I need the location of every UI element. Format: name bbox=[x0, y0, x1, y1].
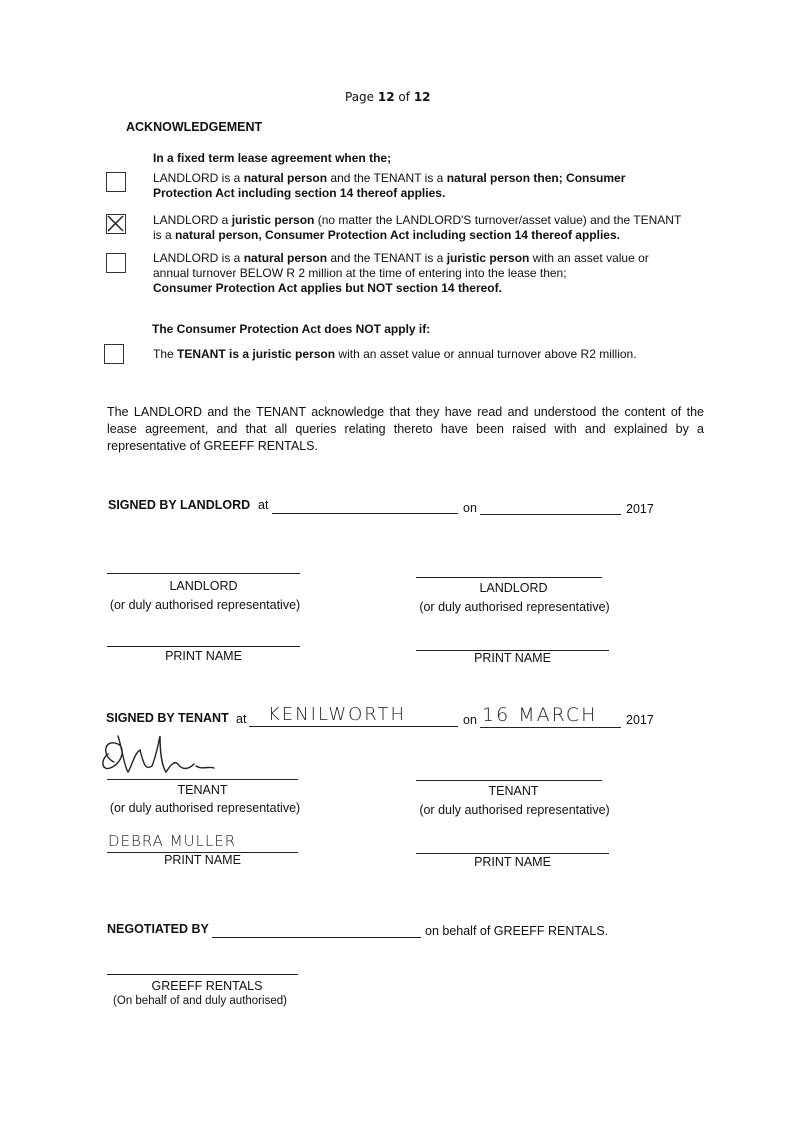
tenant-place-handwritten: KENILWORTH bbox=[268, 704, 407, 725]
tenant-on-label: on bbox=[463, 713, 477, 727]
tenant-sig-sublabel-1: (or duly authorised representative) bbox=[109, 801, 301, 815]
option-1-checkbox[interactable] bbox=[106, 172, 126, 192]
option-4-text: The TENANT is a juristic person with an asset value or annual turnover above R2 million. bbox=[153, 347, 637, 361]
tenant-print-name-line-2[interactable] bbox=[416, 853, 609, 854]
tenant-signature-line-1[interactable] bbox=[107, 779, 298, 780]
tenant-print-name-label-1: PRINT NAME bbox=[164, 853, 241, 867]
tenant-sig-label-1: TENANT bbox=[177, 783, 228, 797]
option-3-text: LANDLORD is a natural person and the TENANT is a juristic person with an asset value or annual turnover BELOW R 2 million at the time of entering into the lease then; Consumer Protection Act applies but NOT section 14 thereof. bbox=[153, 251, 649, 295]
landlord-year: 2017 bbox=[626, 502, 654, 516]
landlord-signature-line-1[interactable] bbox=[107, 573, 300, 574]
x-check-icon bbox=[107, 215, 124, 232]
page-number: Page 12 of 12 bbox=[345, 90, 431, 104]
acknowledge-paragraph: The LANDLORD and the TENANT acknowledge that they have read and understood the content of the lease agreement, and that all queries relating thereto have been raised with and explained by a representative of GREEFF RENTALS. bbox=[107, 405, 704, 453]
greeff-rentals-label: GREEFF RENTALS bbox=[151, 979, 263, 993]
negotiated-by-field[interactable] bbox=[212, 937, 421, 938]
landlord-sig-label-1: LANDLORD bbox=[169, 579, 238, 593]
tenant-print-name-handwritten: DEBRA MULLER bbox=[108, 832, 237, 850]
tenant-date-handwritten: 16 MARCH bbox=[482, 704, 598, 726]
tenant-at-label: at bbox=[236, 712, 247, 726]
acknowledgement-title: ACKNOWLEDGEMENT bbox=[126, 120, 263, 134]
signed-by-tenant-label: SIGNED BY TENANT bbox=[106, 711, 229, 725]
landlord-sig-sublabel-2: (or duly authorised representative) bbox=[419, 600, 610, 614]
tenant-sig-sublabel-2: (or duly authorised representative) bbox=[419, 803, 610, 817]
cpa-not-apply-intro: The Consumer Protection Act does NOT apply if: bbox=[152, 322, 431, 336]
negotiated-on-behalf-text: on behalf of GREEFF RENTALS. bbox=[425, 924, 609, 938]
tenant-signature-image bbox=[96, 726, 226, 786]
landlord-on-label: on bbox=[463, 501, 477, 515]
option-1-text: LANDLORD is a natural person and the TENANT is a natural person then; Consumer Protection Act including section 14 thereof applies. bbox=[153, 171, 626, 200]
landlord-at-label: at bbox=[258, 498, 269, 512]
landlord-sig-sublabel-1: (or duly authorised representative) bbox=[109, 598, 301, 612]
landlord-date-field[interactable] bbox=[480, 514, 621, 515]
landlord-signature-line-2[interactable] bbox=[416, 577, 602, 578]
greeff-signature-line[interactable] bbox=[107, 974, 298, 975]
option-2-checkbox[interactable] bbox=[106, 214, 126, 234]
tenant-sig-label-2: TENANT bbox=[488, 784, 539, 798]
option-3-checkbox[interactable] bbox=[106, 253, 126, 273]
option-2-text: LANDLORD a juristic person (no matter the LANDLORD'S turnover/asset value) and the TENANT is a natural person, Consumer Protection Act including section 14 thereof applies. bbox=[153, 213, 682, 242]
landlord-print-name-label-1: PRINT NAME bbox=[165, 649, 242, 663]
landlord-place-field[interactable] bbox=[272, 513, 458, 514]
landlord-sig-label-2: LANDLORD bbox=[479, 581, 548, 595]
tenant-place-field[interactable] bbox=[249, 726, 458, 727]
fixed-term-intro: In a fixed term lease agreement when the; bbox=[153, 151, 392, 165]
option-4-checkbox[interactable] bbox=[104, 344, 124, 364]
tenant-signature-line-2[interactable] bbox=[416, 780, 602, 781]
tenant-date-field[interactable] bbox=[480, 727, 621, 728]
signed-by-landlord-label: SIGNED BY LANDLORD bbox=[108, 498, 251, 512]
negotiated-by-label: NEGOTIATED BY bbox=[107, 922, 209, 936]
tenant-print-name-label-2: PRINT NAME bbox=[474, 855, 551, 869]
landlord-print-name-label-2: PRINT NAME bbox=[474, 651, 551, 665]
greeff-rentals-sublabel: (On behalf of and duly authorised) bbox=[113, 995, 287, 1007]
tenant-year: 2017 bbox=[626, 713, 654, 727]
landlord-print-name-line-1[interactable] bbox=[107, 646, 300, 647]
